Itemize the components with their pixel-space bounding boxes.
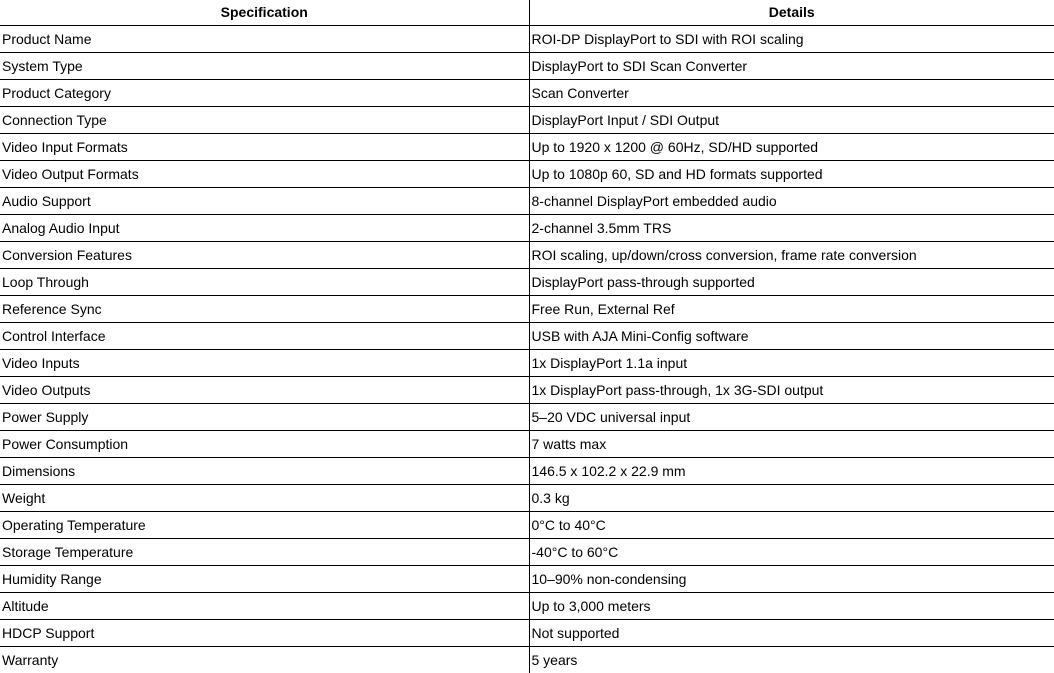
table-row <box>0 430 1054 457</box>
table-row <box>0 79 1054 106</box>
spec-name-cell: Altitude <box>0 592 529 619</box>
spec-value-cell: Up to 3,000 meters <box>529 592 1054 619</box>
table-row <box>0 484 1054 511</box>
table-row <box>0 511 1054 538</box>
spec-value-cell: 0°C to 40°C <box>529 511 1054 538</box>
table-row <box>0 187 1054 214</box>
table-row <box>0 214 1054 241</box>
spec-name-cell: Video Output Formats <box>0 160 529 187</box>
spec-name-cell: Product Category <box>0 79 529 106</box>
table-row <box>0 25 1054 52</box>
table-row <box>0 538 1054 565</box>
spec-value-cell: 8-channel DisplayPort embedded audio <box>529 187 1054 214</box>
spec-value-cell: USB with AJA Mini-Config software <box>529 322 1054 349</box>
spec-name-cell: Weight <box>0 484 529 511</box>
spec-value-cell: 5 years <box>531 651 578 668</box>
table-row <box>0 268 1054 295</box>
spec-value-cell: DisplayPort Input / SDI Output <box>529 106 1054 133</box>
spec-value-cell: DisplayPort pass-through supported <box>529 268 1054 295</box>
spec-name-cell: Storage Temperature <box>0 538 529 565</box>
spec-value-cell: Up to 1920 x 1200 @ 60Hz, SD/HD supported <box>529 133 1054 160</box>
spec-name-cell: Operating Temperature <box>0 511 529 538</box>
spec-name-cell: Video Input Formats <box>0 133 529 160</box>
table-header-row <box>0 0 1054 25</box>
spec-value-cell: ROI scaling, up/down/cross conversion, frame rate conversion <box>529 241 1054 268</box>
table-row <box>0 349 1054 376</box>
table-row <box>0 295 1054 322</box>
spec-value-cell: DisplayPort to SDI Scan Converter <box>529 52 1054 79</box>
spec-value-cell: Free Run, External Ref <box>529 295 1054 322</box>
spec-name-cell: Video Inputs <box>0 349 529 376</box>
spec-value-cell: Up to 1080p 60, SD and HD formats supported <box>529 160 1054 187</box>
table-row <box>0 565 1054 592</box>
spec-value-cell: 0.3 kg <box>529 484 1054 511</box>
spec-name-cell: Product Name <box>0 25 529 52</box>
column-header-specification: Specification <box>0 0 529 25</box>
spec-value-cell: Scan Converter <box>529 79 1054 106</box>
column-header-details: Details <box>529 0 1054 25</box>
spec-name-cell: Power Supply <box>0 403 529 430</box>
spec-value-cell: 10–90% non-condensing <box>529 565 1054 592</box>
spec-name-cell: Audio Support <box>0 187 529 214</box>
table-row <box>0 403 1054 430</box>
spec-value-cell: 5–20 VDC universal input <box>529 403 1054 430</box>
spec-value-cell: -40°C to 60°C <box>529 538 1054 565</box>
spec-name-cell: Connection Type <box>0 106 529 133</box>
table-row <box>0 646 1054 673</box>
spec-value-cell: 1x DisplayPort pass-through, 1x 3G-SDI output <box>529 376 1054 403</box>
spec-name-cell: Video Outputs <box>0 376 529 403</box>
table-row <box>0 52 1054 79</box>
table-row <box>0 241 1054 268</box>
table-row <box>0 106 1054 133</box>
spec-name-cell: System Type <box>0 52 529 79</box>
spec-name-cell: Reference Sync <box>0 295 529 322</box>
spec-name-cell: Power Consumption <box>0 430 529 457</box>
spec-name-cell: Analog Audio Input <box>0 214 529 241</box>
table-row <box>0 376 1054 403</box>
spec-value-cell: 7 watts max <box>529 430 1054 457</box>
table-row <box>0 619 1054 646</box>
spec-value-cell: 2-channel 3.5mm TRS <box>529 214 1054 241</box>
spec-name-cell: Control Interface <box>0 322 529 349</box>
table-row <box>0 133 1054 160</box>
spec-name-cell: Conversion Features <box>0 241 529 268</box>
spec-name-cell: Loop Through <box>0 268 529 295</box>
spec-name-cell: Humidity Range <box>0 565 529 592</box>
table-row <box>0 592 1054 619</box>
table-row <box>0 322 1054 349</box>
table-row <box>0 160 1054 187</box>
spec-value-cell: ROI-DP DisplayPort to SDI with ROI scaling <box>529 25 1054 52</box>
spec-value-cell: 1x DisplayPort 1.1a input <box>529 349 1054 376</box>
spec-value-cell: 146.5 x 102.2 x 22.9 mm <box>529 457 1054 484</box>
table-body <box>0 25 1054 673</box>
spec-name-cell: Dimensions <box>0 457 529 484</box>
spec-value-cell: Not supported <box>529 619 1054 646</box>
spec-name-cell: Warranty <box>0 646 529 673</box>
table-row <box>0 457 1054 484</box>
spec-name-cell: HDCP Support <box>0 619 529 646</box>
